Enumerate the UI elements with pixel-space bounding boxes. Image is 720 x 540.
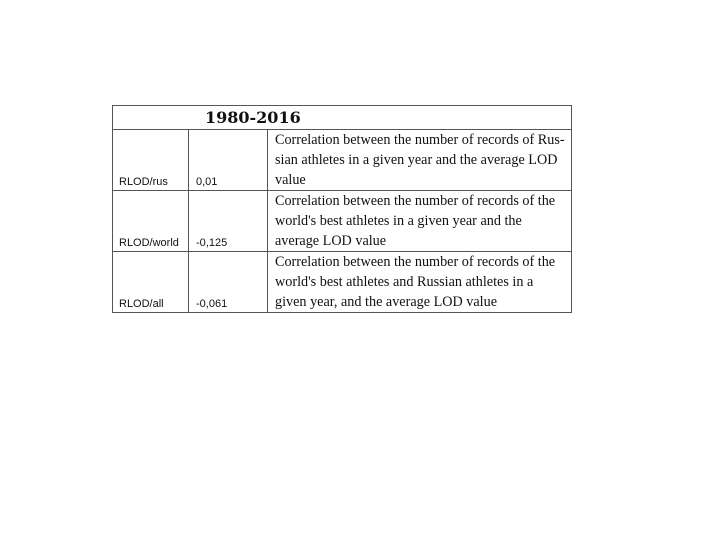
table-row <box>113 130 572 191</box>
row-value: -0,125 <box>189 191 268 252</box>
row-description: Correlation between the number of records of the world's best athletes and Russian athletes in a given year, and the average LOD value <box>268 252 572 313</box>
period-header: 1980-2016 <box>113 106 572 130</box>
table-row <box>113 252 572 313</box>
correlation-table-container <box>112 105 572 313</box>
table-row <box>113 191 572 252</box>
row-value: -0,061 <box>189 252 268 313</box>
row-label: RLOD/rus <box>113 130 189 191</box>
row-label: RLOD/all <box>113 252 189 313</box>
correlation-table <box>112 105 572 313</box>
row-description: Correlation between the number of records of Rus-sian athletes in a given year and the average LOD value <box>268 130 572 191</box>
row-label: RLOD/world <box>113 191 189 252</box>
row-description: Correlation between the number of records of the world's best athletes in a given year and the average LOD value <box>268 191 572 252</box>
row-value: 0,01 <box>189 130 268 191</box>
table-header-row <box>113 106 572 130</box>
